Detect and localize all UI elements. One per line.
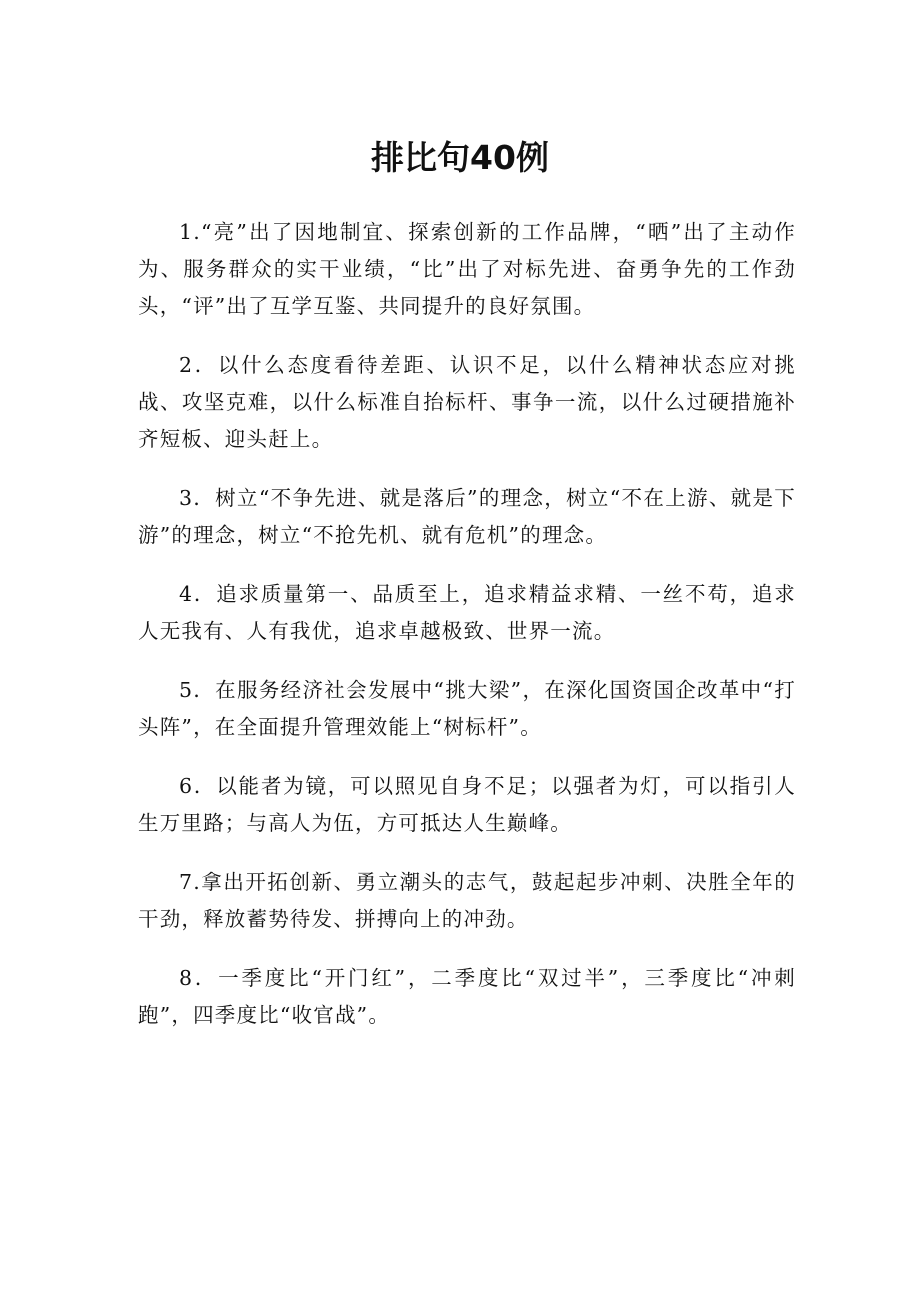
list-item: 1.“亮”出了因地制宜、探索创新的工作品牌，“晒”出了主动作为、服务群众的实干业绩，“比”出了对标先进、奋勇争先的工作劲头，“评”出了互学互鉴、共同提升的良好氛围。	[138, 220, 796, 318]
list-item: 7.拿出开拓创新、勇立潮头的志气，鼓起起步冲刺、决胜全年的干劲，释放蓄势待发、拼搏向上的冲劲。	[138, 870, 796, 931]
list-item: 5．在服务经济社会发展中“挑大梁”，在深化国资国企改革中“打头阵”，在全面提升管理效能上“树标杆”。	[138, 678, 796, 739]
list-item: 8．一季度比“开门红”，二季度比“双过半”，三季度比“冲刺跑”，四季度比“收官战”。	[138, 966, 796, 1027]
list-item: 3．树立“不争先进、就是落后”的理念，树立“不在上游、就是下游”的理念，树立“不抢先机、就有危机”的理念。	[138, 486, 796, 547]
list-item: 6．以能者为镜，可以照见自身不足；以强者为灯，可以指引人生万里路；与高人为伍，方可抵达人生巅峰。	[138, 774, 796, 835]
list-item: 2．以什么态度看待差距、认识不足，以什么精神状态应对挑战、攻坚克难，以什么标准自抬标杆、事争一流，以什么过硬措施补齐短板、迎头赶上。	[138, 353, 796, 451]
list-item: 4．追求质量第一、品质至上，追求精益求精、一丝不苟，追求人无我有、人有我优，追求卓越极致、世界一流。	[138, 582, 796, 643]
sentence-list	[138, 214, 796, 1056]
document-title: 排比句40例	[371, 138, 549, 177]
